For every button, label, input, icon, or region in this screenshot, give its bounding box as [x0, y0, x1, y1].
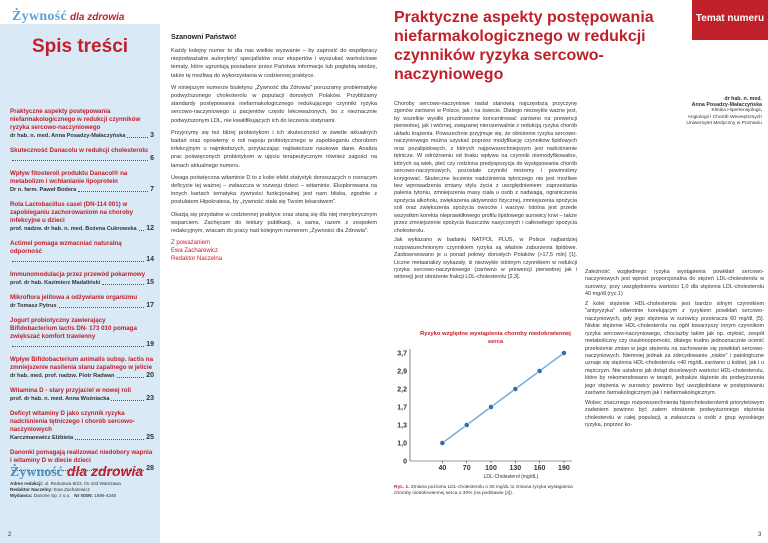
right-page [384, 0, 768, 543]
toc-entry-author: prof. dr hab. n. med. Anna Woźniacka [10, 396, 110, 402]
toc-entry-page: 17 [146, 302, 154, 309]
footer-brand-logo [10, 463, 143, 481]
editor-label: Redaktor Naczelny: [10, 487, 53, 492]
toc-entry-page: 23 [146, 395, 154, 402]
letter-paragraph: Każdy kolejny numer to dla nas wielkie wyzwanie – by zaprosić do współpracy niepodważalne autorytety/ specjalistów oraz ekspertów i wyszukać wartościowe tematy, które ugruntują posiadane przez Państwa informacje lub pogłębią wiedzę, także tę możliwą do wykorzystania w codziennej praktyce. [171, 48, 377, 79]
x-tick-label: 40 [438, 465, 447, 472]
letter-signoff [171, 239, 377, 263]
data-point [561, 350, 566, 355]
toc-entry-page: 25 [146, 434, 154, 441]
toc-entry-author: Dr n. farm. Paweł Bodera [10, 187, 77, 193]
data-point [513, 386, 518, 391]
y-tick-label: 1,7 [397, 404, 407, 412]
toc-entry-page: 7 [150, 186, 154, 193]
caption-label: Ryc. 1. [394, 485, 410, 490]
toc-entry-title: Praktyczne aspekty postępowania niefarmakologicznego w redukcji czynników ryzyka sercowo-naczyniowego [10, 108, 141, 131]
toc-heading: Spis treści [31, 36, 129, 57]
footer-brand-name: Żywność [10, 465, 63, 480]
publisher-label: Wydawca: [10, 493, 33, 498]
data-point [488, 404, 493, 409]
toc-entry [10, 410, 154, 442]
brand-tagline: dla zdrowia [70, 12, 125, 23]
caption-text: Zmiana poziomu LDL-cholesterolu o 30 mg/dL to zmiana ryzyka wystąpienia choroby niedokrwiennej serca o 30% (na podstawie [4]). [394, 485, 573, 497]
toc-entry-meta [10, 341, 154, 349]
issn-label: Nr ISSN: [74, 493, 93, 498]
toc-entry-author: prof. dr hab. Kazimierz Madaliński [10, 280, 101, 286]
data-point [537, 368, 542, 373]
toc-entry-title: Wpływ Bifidobacterium animalis subsp. lactis na zmniejszenie nasilenia stanu zapalnego w jelicie [10, 356, 154, 371]
toc-entry-author: dr hab. med. prof. nadzw. Piotr Radwan [10, 373, 115, 379]
toc-entry [10, 147, 154, 163]
toc-entry-page: 20 [146, 372, 154, 379]
y-tick-label: 0 [403, 458, 407, 466]
issn-value: 1896-4346 [94, 493, 117, 498]
toc-leader-dots [102, 279, 144, 285]
toc-entry-author: dr Tomasz Pytrus [10, 303, 57, 309]
data-point [464, 422, 469, 427]
toc-entry-page: 6 [150, 155, 154, 162]
x-tick-label: 100 [485, 465, 497, 472]
author-affiliation: Klinika Hipertensjologii, [711, 108, 762, 114]
risk-chart [394, 331, 577, 481]
toc-entry-meta [10, 395, 154, 403]
publisher-value: Danone Sp. z o.o. [33, 493, 71, 498]
toc-entry-page: 28 [146, 465, 154, 472]
toc-entry-title: Mikroflora jelitowa a odżywianie organizmu [10, 294, 138, 301]
letter-paragraph: Uwaga poświęcona witaminie D to z kolei efekt statystyk donoszących o rosnącym deficycie tej ważnej – zwłaszcza w rozwoju dzieci – witaminie. Eksplorowana na innych kartach tematyka żywności funkcjonalnej jest nam bliska, zgodnie z postulatem Hipokratesa, by „żywność stała się Twoim lekarstwem". [171, 174, 377, 206]
toc-leader-dots [117, 372, 145, 378]
brand-logo [12, 8, 124, 25]
toc-entry-meta [10, 434, 154, 442]
x-tick-label: 160 [533, 465, 546, 472]
chart-caption [394, 485, 577, 497]
toc-leader-dots [78, 186, 148, 192]
x-tick-label: 190 [558, 465, 570, 472]
toc-leader-dots [12, 256, 144, 262]
article-column-2 [585, 269, 764, 432]
toc-entry-author: Karczmarewicz Elżbieta [10, 435, 74, 441]
toc-entry-title: Immunomodulacja przez przewód pokarmowy [10, 271, 146, 278]
signoff-line: Z poważaniem [171, 240, 211, 247]
article-paragraph: Z kolei stężenie HDL-cholesterolu jest bardzo silnym czynnikiem "antyryzyka" odwrotnie korelującym z ryzykiem powikłań sercowo-naczyniowych, gdy jego stężenia w surowicy przekracza 60 mg/dl, [5]. Niskie stężenie HDL-cholesterolu na ogół towarzyszy innym czynnikom ryzyka sercowo-naczyniowego, chociażby takim jak np. otyłość, zespół metaboliczny czy insulinooporność, dlatego trudno jednoznacznie ocenić przełożenie zmian w jego stężeniu na zachowanie się powikłań sercowo-naczyniowych. Niemniej jednak za zdecydowanie „niskie" i patologiczne uznaje się stężenia HDL-cholesterolu <40 mg/dL zarówno u kobiet, jak i u mężczyzn. Nie ustalono jak dotąd docelowych wartości HDL-cholesterolu, które by rekomendowano w terapii, jednakże dążenie do podwyższenia jego stężenia w surowicy powinno być uwzględniane w postępowaniu zarówno farmakologicznym jak i niefarmakologicznym. [585, 300, 764, 397]
toc-leader-dots [59, 302, 145, 308]
letter-paragraph: Przyjrzymy się też bliżej probiotykom i ich skuteczności w świetle aktualnych badań oraz opowiemy o roli napoju probiotycznego w zapobieganiu chorobom infekcyjnym u najmłodszych, przytaczając najświeższe naukowe dane. Analiza prac poświęconych probiotykom w ujęciu terapeutycznym również zagości na łamach aktualnego numeru. [171, 129, 377, 169]
chart-title: Ryzyko względne wystąpienia choroby niedokrwiennej serca [420, 331, 571, 345]
toc-entry-author: prof. nadzw. dr hab. n. med. Bożena Cukrowska [10, 226, 137, 232]
author-name: Anna Posadzy-Małaczyńska [691, 102, 762, 109]
toc-leader-dots [75, 434, 144, 440]
toc-leader-dots [12, 155, 148, 161]
toc-entry-meta [10, 256, 154, 264]
toc-entry-meta [10, 302, 154, 310]
y-tick-label: 3,7 [397, 350, 407, 358]
toc-list [10, 108, 154, 480]
toc-entry-meta [10, 186, 154, 194]
letter-greeting: Szanowni Państwo! [171, 34, 237, 41]
page-number-left: 2 [8, 532, 12, 538]
toc-entry-title: Witamina D - stary przyjaciel w nowej roli [10, 387, 131, 394]
author-degree: dr hab. n. med. [724, 96, 762, 102]
article-paragraph: Zależność względnego ryzyka wystąpienia powikłań sercowo-naczyniowych jest wprost proporcjonalna do stężeń LDL-cholesterolu w surowicy, przy uwzględnieniu wartości 1,0 dla stężenia LDL-cholesterolu 40 mg/dl (ryc.1) [585, 269, 764, 298]
toc-entry-meta [10, 225, 154, 233]
toc-entry-title: Jogurt probiotyczny zawierający Bifidobacterium lactis DN- 173 010 pomaga zwiększać komfort trawienny [10, 317, 137, 340]
toc-leader-dots [111, 395, 144, 401]
article-column-1 [394, 101, 577, 284]
toc-entry [10, 240, 154, 264]
toc-entry-title: Skuteczność Danacolu w redukcji cholesterolu [10, 147, 148, 154]
signoff-role: Redaktor Naczelna [171, 256, 223, 263]
x-axis-label: LDL-Cholesterol (mg/dL) [483, 474, 539, 480]
toc-entry-author: dr hab. n. med. Anna Posadzy-Małaczyńska [10, 133, 126, 139]
toc-entry-title: Wpływ fitosteroli produktu Danacol® na metabolizm i wchłanianie lipoprotein [10, 170, 128, 185]
toc-entry [10, 317, 154, 349]
toc-entry [10, 108, 154, 140]
data-point [440, 440, 445, 445]
toc-entry-title: Rola Lactobacillus casei (DN-114 001) w zapobieganiu zachorowaniom na choroby infekcyjne u dzieci [10, 201, 134, 224]
y-tick-label: 2,9 [397, 368, 407, 376]
toc-entry [10, 170, 154, 194]
y-tick-label: 1,0 [397, 440, 407, 448]
y-tick-label: 2,2 [397, 386, 407, 394]
footer-brand-tagline: dla zdrowia [66, 463, 144, 479]
x-tick-label: 130 [509, 465, 522, 472]
toc-entry-meta [10, 279, 154, 287]
toc-entry-page: 15 [146, 279, 154, 286]
letter-paragraph: W niniejszym numerze biuletynu „Żywność dla Zdrowia" poruszamy problematykę podwyższonego cholesterolu w populacji dorosłych Polaków. Przybliżamy standardy postępowania niefarmakologicznego redukującego czynniki ryzyka sercowo-naczyniowego u pacjentów często lekceważonych, bo z nieznacznie podwyższonym LDL, nie kwalifikujących ich do leczenia statynami. [171, 84, 377, 124]
article-title: Praktyczne aspekty postępowania niefarmakologicznego w redukcji czynników ryzyka sercowo-naczyniowego [394, 9, 654, 83]
toc-entry-meta [10, 132, 154, 140]
chart-svg [394, 331, 577, 481]
section-tab: Temat numeru [692, 0, 768, 40]
article-paragraph: Choroby sercowo-naczyniowe nadal stanowią najczęstszą przyczynę zgonów zarówno w Polsce, jak i na świecie. Dlatego niezwykle ważne jest, by wszelkie wysiłki prozdrowotne koncentrować zarówno na prewencji pierwotnej, jak i wtórnej, związanej nierozerwalnie z redukcją ryzyka chorób układu krążenia. Powszechnie przyjmuje się, że obniżenie ryzyka sercowo-naczyniowego można uzyskać poprzez modyfikację czynników lipidowych oraz pozalipidowych, z których najpowszechniejszym jest nadciśnienie tętnicze. W odróżnieniu od braku wpływu na czynniki niemodyfikowalne, których są wiek, płeć czy rodzinna predyspozycja do występowania chorób sercowo-naczyniowych, pozostałe czynniki możemy i powinniśmy korygować. Skuteczne leczenie nadciśnienia tętniczego nie jest możliwe bez wprowadzenia zmiany stylu życia z uwzględnieniem: zaprzestania palenia tytoniu, zmniejszenia masy ciała u osób z nadwagą, ograniczenia spożycia alkoholu, zwiększenia aktywności fizycznej, zmniejszenia spożycia soli oraz zwiększenia spożycia owoców i warzyw. Istotna jest przede wszystkim korekta nieprawidłowego profilu lipidowego surowicy krwi – także przez zmniejszenie spożycia tłuszczów nasyconych i całkowitego spożycia cholesterolu. [394, 101, 577, 234]
toc-entry-page: 3 [150, 132, 154, 139]
signoff-name: Ewa Zacharewicz [171, 248, 219, 255]
letter-paragraph: Okazją się przydatne w codziennej praktyce oraz staną się dla niej merytorycznym wsparciem. Zachęcam do lektury publikacji, a sama, razem z zespołem redakcyjnym, wracam do pracy nad kolejnym numerem „Żywności dla Zdrowia". [171, 211, 377, 235]
toc-entry-meta [10, 372, 154, 380]
toc-entry [10, 294, 154, 310]
toc-entry [10, 271, 154, 287]
page-number-right: 3 [758, 532, 762, 538]
toc-entry [10, 387, 154, 403]
editor-value: Ewa Zacharewicz [53, 487, 90, 492]
toc-entry-page: 19 [146, 341, 154, 348]
address-value: ul. Redutowa 9/23, 01-103 Warszawa [44, 481, 121, 486]
toc-entry-meta [10, 155, 154, 163]
y-tick-label: 1,3 [397, 422, 407, 430]
series-line [442, 353, 564, 443]
brand-name: Żywność [12, 9, 67, 24]
toc-entry [10, 356, 154, 380]
article-paragraph: Jak wykazano w badaniu NATPOL PLUS, w Polsce najbardziej rozpowszechnionym czynnikiem ryzyka są właśnie zaburzenia lipidowe. Zaobserwowano je u ponad połowy dorosłych Polaków (>17,5 mln) [1]. Liczne metaanalizy wykazały, iż niezwykle istotnym czynnikiem w redukcji ryzyka sercowo-naczyniowego (zarówno w prewencji pierwotnej jak i wtórnej) jest obniżenie frakcji LDL-cholesterolu [2,3]. [394, 237, 577, 281]
toc-entry-title: Actimel pomaga wzmacniać naturalną odporność [10, 240, 122, 255]
toc-leader-dots [139, 225, 145, 231]
toc-entry-page: 14 [146, 256, 154, 263]
author-affiliation: Angiologii i Chorób Wewnętrznych [687, 114, 762, 120]
toc-leader-dots [12, 341, 144, 347]
toc-entry-title: Danonki pomagają realizować niedobory wapnia i witaminy D w diecie dzieci [10, 449, 153, 464]
toc-entry [10, 201, 154, 233]
toc-entry-title: Deficyt witaminy D jako czynnik ryzyka nadciśnienia tętniczego i chorób sercowo-naczyniowych [10, 410, 135, 433]
author-block [667, 96, 762, 127]
x-tick-label: 70 [462, 465, 471, 472]
address-label: Adres redakcji: [10, 481, 44, 486]
toc-leader-dots [127, 132, 148, 138]
publisher-info [10, 481, 156, 499]
editorial-letter [171, 34, 377, 263]
toc-entry-page: 12 [146, 225, 154, 232]
article-paragraph: Wobec znacznego rozpowszechnienia hipercholesterolemii priorytetowym zadaniem powinno być zatem obniżenie podwyższonego stężenia cholesterolu w całej populacji, a zwłaszcza u osób z grup wysokiego ryzyka, poprzez ko- [585, 399, 764, 429]
author-affiliation: Uniwersytet Medyczny w Poznaniu [686, 120, 762, 126]
